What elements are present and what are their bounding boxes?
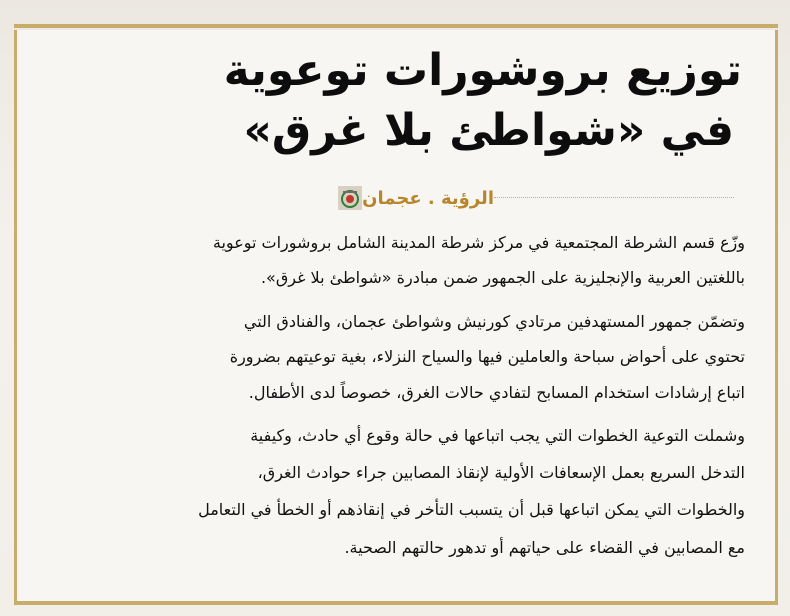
body-line-8: والخطوات التي يمكن اتباعها قبل أن يتسبب التأخر في إنقاذهم أو الخطأ في التعامل <box>198 500 745 519</box>
bleed-through-text <box>300 6 720 21</box>
alroeya-logo-icon <box>338 186 362 210</box>
byline <box>330 186 746 210</box>
headline-line-2: في «شواطئ بلا غرق» <box>243 105 734 156</box>
body-line-6: وشملت التوعية الخطوات التي يجب اتباعها في حالة وقوع أي حادث، وكيفية <box>250 426 745 445</box>
body-line-3: وتضمّن جمهور المستهدفين مرتادي كورنيش وشواطئ عجمان، والفنادق التي <box>243 312 745 331</box>
body-line-5: اتباع إرشادات استخدام المسابح لتفادي حالات الغرق، خصوصاً لدى الأطفال. <box>248 383 745 402</box>
body-line-2: باللغتين العربية والإنجليزية على الجمهور ضمن مبادرة «شواطئ بلا غرق». <box>260 268 745 287</box>
headline-line-1: توزيع بروشورات توعوية <box>223 45 742 96</box>
bottom-gold-rule <box>14 601 778 605</box>
byline-dotted-separator <box>494 197 734 199</box>
body-line-4: تحتوي على أحواض سباحة والعاملين فيها والسياح النزلاء، بغية توعيتهم بضرورة <box>229 347 745 366</box>
body-line-1: وزّع قسم الشرطة المجتمعية في مركز شرطة المدينة الشامل بروشورات توعوية <box>212 233 745 252</box>
body-line-7: التدخل السريع بعمل الإسعافات الأولية لإنقاذ المصابين جراء حوادث الغرق، <box>257 463 745 482</box>
top-gold-rule <box>14 24 778 28</box>
byline-text: الرؤية . عجمان <box>362 187 494 209</box>
body-line-9: مع المصابين في القضاء على حياتهم أو تدهور حالتهم الصحية. <box>344 538 745 557</box>
